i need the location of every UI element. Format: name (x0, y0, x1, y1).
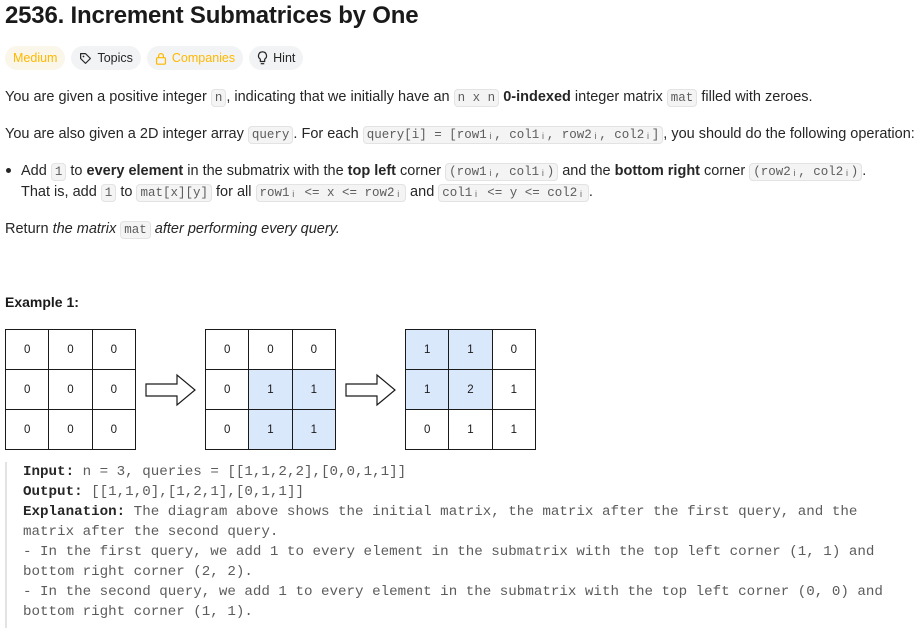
right-arrow-icon (145, 373, 197, 407)
matrix-row (406, 370, 536, 410)
inline-code: 1 (101, 184, 117, 202)
matrix-cell: 0 (292, 330, 335, 370)
text: corner (396, 163, 446, 179)
explanation-line: - In the first query, we add 1 to every element in the submatrix with the top left corner (1, 1) and (23, 544, 875, 560)
matrix-cell: 0 (6, 410, 49, 450)
text: to (66, 163, 87, 179)
inline-code: (row1ᵢ, col1ᵢ) (445, 163, 558, 181)
matrix-row (206, 410, 336, 450)
tag-bar (5, 46, 303, 70)
lock-icon (155, 52, 167, 65)
matrix-cell: 0 (406, 410, 449, 450)
matrix-cell-highlighted: 1 (249, 370, 292, 410)
bold-text: every element (86, 163, 184, 179)
description-paragraph-1 (5, 86, 813, 109)
text: and (406, 184, 439, 200)
inline-code: mat (120, 221, 151, 239)
text: You are given a positive integer (5, 89, 211, 105)
matrix-after-first-query (205, 329, 336, 450)
text: . (862, 163, 867, 179)
matrix-cell: 0 (206, 330, 249, 370)
matrix-cell: 0 (206, 370, 249, 410)
matrix-cell-highlighted: 2 (449, 370, 492, 410)
text: . For each (293, 126, 363, 142)
lightbulb-icon (257, 51, 268, 65)
explanation-label: Explanation: (23, 504, 126, 520)
text: corner (700, 163, 750, 179)
explanation-line: bottom right corner (1, 1). (23, 604, 253, 620)
matrix-cell: 0 (92, 330, 135, 370)
matrix-row (6, 330, 136, 370)
companies-button[interactable] (147, 46, 243, 70)
operation-bullet-line-2 (21, 181, 593, 204)
text: . (588, 184, 593, 200)
matrix-row (6, 370, 136, 410)
bold-text: top left (347, 163, 396, 179)
explanation-line: bottom right corner (2, 2). (23, 564, 253, 580)
text: , you should do the following operation: (663, 126, 915, 142)
text: for all (211, 184, 256, 200)
matrix-cell-highlighted: 1 (292, 370, 335, 410)
hint-label: Hint (273, 51, 296, 65)
difficulty-badge (5, 46, 65, 70)
matrix-cell: 0 (49, 410, 92, 450)
text: integer matrix (570, 89, 667, 105)
italic-text: the matrix (52, 221, 121, 237)
topics-button[interactable] (71, 46, 140, 70)
italic-text: after performing every query. (150, 221, 340, 237)
example-io-block (5, 462, 884, 628)
description-paragraph-3 (5, 218, 340, 241)
inline-code: n x n (454, 89, 500, 107)
explanation-line: matrix after the second query. (23, 524, 279, 540)
text: to (116, 184, 137, 200)
topics-label: Topics (97, 51, 133, 65)
matrix-cell-highlighted: 1 (406, 330, 449, 370)
text: filled with zeroes. (697, 89, 813, 105)
matrix-after-second-query (405, 329, 536, 450)
explanation-text: The diagram above shows the initial matrix, the matrix after the first query, and the (125, 504, 858, 520)
difficulty-label: Medium (13, 51, 58, 65)
input-line (23, 462, 884, 482)
text: , indicating that we initially have an (226, 89, 454, 105)
matrix-cell: 1 (492, 370, 535, 410)
matrix-cell: 0 (49, 370, 92, 410)
bold-text: 0-indexed (503, 89, 571, 105)
matrix-cell-highlighted: 1 (449, 330, 492, 370)
bullet-dot (6, 168, 11, 173)
inline-code: mat[x][y] (136, 184, 212, 202)
matrix-cell: 0 (6, 330, 49, 370)
output-line (23, 482, 884, 502)
inline-code: (row2ᵢ, col2ᵢ) (749, 163, 862, 181)
matrix-cell: 0 (49, 330, 92, 370)
matrix-cell-highlighted: 1 (292, 410, 335, 450)
text: Return (5, 221, 53, 237)
example-heading: Example 1: (5, 294, 79, 310)
companies-label: Companies (171, 51, 236, 65)
input-value: n = 3, queries = [[1,1,2,2],[0,0,1,1]] (74, 464, 407, 480)
matrix-cell: 0 (492, 330, 535, 370)
text: and the (558, 163, 615, 179)
explanation-line (23, 502, 884, 522)
description-paragraph-2 (5, 123, 915, 146)
output-value: [[1,1,0],[1,2,1],[0,1,1]] (82, 484, 304, 500)
inline-code: col1ᵢ <= y <= col2ᵢ (438, 184, 589, 202)
hint-button[interactable] (249, 46, 303, 70)
matrix-cell-highlighted: 1 (249, 410, 292, 450)
matrix-cell: 1 (492, 410, 535, 450)
text: Add (21, 163, 51, 179)
matrix-cell: 0 (249, 330, 292, 370)
matrix-row (406, 410, 536, 450)
input-label: Input: (23, 464, 75, 480)
matrix-cell-highlighted: 1 (406, 370, 449, 410)
text: in the submatrix with the (183, 163, 348, 179)
output-label: Output: (23, 484, 83, 500)
explanation-line: - In the second query, we add 1 to every element in the submatrix with the top left corner (0, 0) and (23, 584, 883, 600)
text: You are also given a 2D integer array (5, 126, 248, 142)
matrix-cell: 0 (206, 410, 249, 450)
right-arrow-icon (345, 373, 397, 407)
matrix-row (206, 330, 336, 370)
text: That is, add (21, 184, 101, 200)
matrix-row (406, 330, 536, 370)
tag-icon (79, 52, 92, 65)
inline-code: query[i] = [row1ᵢ, col1ᵢ, row2ᵢ, col2ᵢ] (363, 126, 664, 144)
inline-code: query (248, 126, 294, 144)
matrix-cell: 0 (92, 410, 135, 450)
inline-code: row1ᵢ <= x <= row2ᵢ (256, 184, 407, 202)
inline-code: n (211, 89, 227, 107)
bold-text: bottom right (614, 163, 701, 179)
inline-code: 1 (51, 163, 67, 181)
matrix-initial (5, 329, 136, 450)
matrix-cell: 0 (92, 370, 135, 410)
matrix-cell: 0 (6, 370, 49, 410)
operation-bullet-line-1 (21, 160, 866, 183)
problem-title: 2536. Increment Submatrices by One (5, 2, 419, 29)
inline-code: mat (667, 89, 698, 107)
matrix-cell: 1 (449, 410, 492, 450)
matrix-row (206, 370, 336, 410)
matrix-row (6, 410, 136, 450)
